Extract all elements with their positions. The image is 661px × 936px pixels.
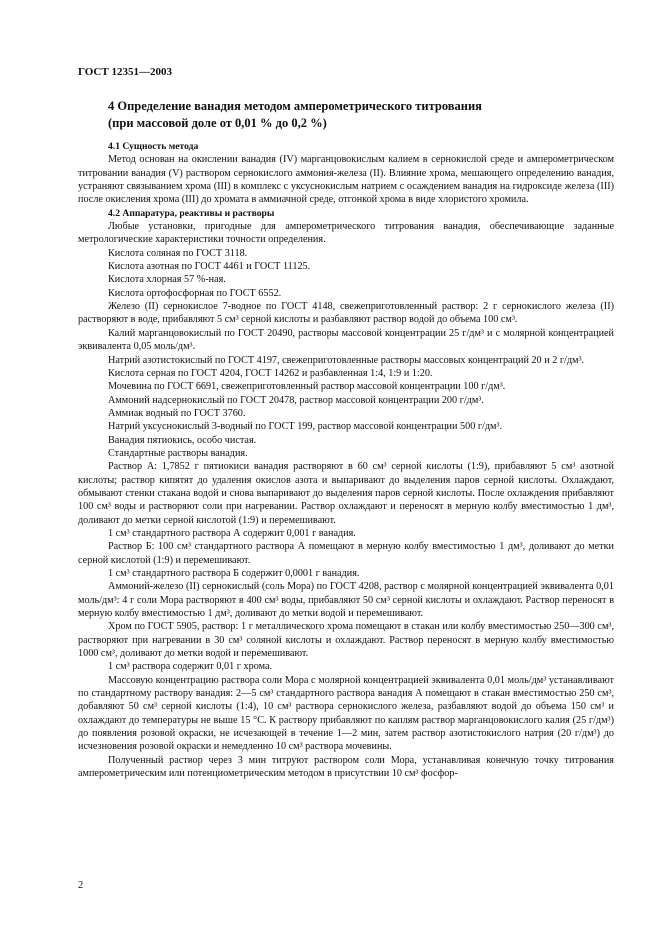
paragraph: Кислота соляная по ГОСТ 3118. [108,247,248,259]
paragraph: Кислота хлорная 57 %-ная. [108,274,226,286]
subsection-heading: 4.2 Аппаратура, реактивы и растворы [108,207,275,219]
paragraph: Аммоний надсернокислый по ГОСТ 20478, раствор массовой концентрации 200 г/дм³. [108,394,484,406]
paragraph: 1 см³ стандартного раствора Б содержит 0,0001 г ванадия. [108,568,360,579]
paragraph: Полученный раствор через 3 мин титруют раствором соли Мора, устанавливая конечную точку титрования амперометрическим или потенциометрическим методом в присутствии 10 см³ фосфор- [78,754,614,780]
paragraph: Калий марганцовокислый по ГОСТ 20490, растворы массовой концентрации 25 г/дм³ и с молярной концентрацией эквивалента 0,05 моль/дм³. [78,327,614,353]
paragraph: Ванадия пятиокись, особо чистая. [108,434,257,446]
paragraph: Раствор А: 1,7852 г пятиокиси ванадия растворяют в 60 см³ серной кислоты (1:9), прибавляют 5 см³ азотной кислоты; раствор кипятят до удаления окислов азота и выпаривают до выделения паров серной кислоты. Охлаждают, обмывают стенки стакана водой и снова выпаривают до выделения паров серной кислоты. После охлаждения прибавляют 100 см³ воды и растворяют соли при нагревании. Раствор охлаждают и переносят в мерную колбу вместимостью 1 дм³, доливают до метки серной кислотой (1:9) и перемешивают. [78,461,614,526]
paragraph: Метод основан на окислении ванадия (IV) марганцовокислым калием в сернокислой среде и амперометрическом титровании ванадия (V) раствором сернокислого аммония-железа (II). Влияние хрома, мешающего определению ванадия, устраняют связыванием хрома (III) в комплекс с уксуснокислым натрием с осаждением ванадия на гидроксиде железа (III) после окисления хрома (III) до хромата в аммиачной среде, отгонкой хрома в виде хлористого хромила. [78,154,614,206]
paragraph: Хром по ГОСТ 5905, раствор: 1 г металлического хрома помещают в стакан или колбу вместимостью 250—300 см³, растворяют при нагревании в 30 см³ соляной кислоты и охлаждают. Раствор переносят в мерную колбу вместимостью 1000 см³, доливают до метки водой и перемешивают. [78,621,614,660]
section-title [108,98,608,132]
paragraph: Натрий азотистокислый по ГОСТ 4197, свежеприготовленные растворы массовых концентраций 20 и 2 г/дм³. [108,354,585,366]
paragraph: 1 см³ стандартного раствора А содержит 0,001 г ванадия. [108,527,356,539]
paragraph: 1 см³ раствора содержит 0,01 г хрома. [108,661,273,673]
paragraph: Стандартные растворы ванадия. [108,447,248,459]
paragraph: Кислота азотная по ГОСТ 4461 и ГОСТ 11125. [108,261,311,273]
section-title-line-2: (при массовой доле от 0,01 % до 0,2 %) [108,116,327,130]
paragraph: Натрий уксуснокислый 3-водный по ГОСТ 199, раствор массовой концентрации 500 г/дм³. [108,421,503,433]
subsection-heading: 4.1 Сущность метода [108,141,199,152]
paragraph: Аммоний-железо (II) сернокислый (соль Мора) по ГОСТ 4208, раствор с молярной концентрацией эквивалента 0,01 моль/дм³: 4 г соли Мора растворяют в 400 см³ воды, прибавляют 50 см³ серной кислоты и охлаждают. Раствор переносят в мерную колбу вместимостью 1 дм³, доливают до метки водой и перемешивают. [78,581,614,620]
document-body [78,140,614,781]
paragraph: Кислота ортофосфорная по ГОСТ 6552. [108,287,282,299]
paragraph: Раствор Б: 100 см³ стандартного раствора А помещают в мерную колбу вместимостью 1 дм³, доливают до метки серной кислотой (1:9) и перемешивают. [78,541,614,566]
section-title-line-1: 4 Определение ванадия методом амперометрического титрования [108,99,482,113]
paragraph: Мочевина по ГОСТ 6691, свежеприготовленный раствор массовой концентрации 100 г/дм³. [108,381,506,393]
paragraph: Кислота серная по ГОСТ 4204, ГОСТ 14262 и разбавленная 1:4, 1:9 и 1:20. [108,367,433,379]
paragraph: Железо (II) сернокислое 7-водное по ГОСТ 4148, свежеприготовленный раствор: 2 г сернокислого железа (II) растворяют в воде, прибавляют 5 см³ серной кислоты и разбавляют раствор водой до объема 100 см³. [78,301,614,326]
page-number: 2 [78,880,84,891]
paragraph: Аммиак водный по ГОСТ 3760. [108,407,246,419]
document-header: ГОСТ 12351—2003 [78,66,172,78]
paragraph: Любые установки, пригодные для амперометрического титрования ванадия, обеспечивающие заданные метрологические характеристики точности определения. [78,221,614,246]
paragraph: Массовую концентрацию раствора соли Мора с молярной концентрацией эквивалента 0,01 моль/дм³ устанавливают по стандартному раствору ванадия: 2—5 см³ стандартного раствора ванадия А помещают в стакан вместимостью 250 см³, добавляют 50 см³ серной кислоты (1:4), 10 см³ раствора сернокислого железа, разбавляют водой до объема 150 см³ и охлаждают до температуры не выше 15 °С. К раствору прибавляют по каплям раствор марганцовокислого калия (25 г/дм³) до появления розовой окраски, не исчезающей в течение 1—2 мин, затем раствор азотистокислого натрия (20 г/дм³) до исчезновения розовой окраски и немедленно 10 см³ раствора мочевины. [78,674,614,753]
